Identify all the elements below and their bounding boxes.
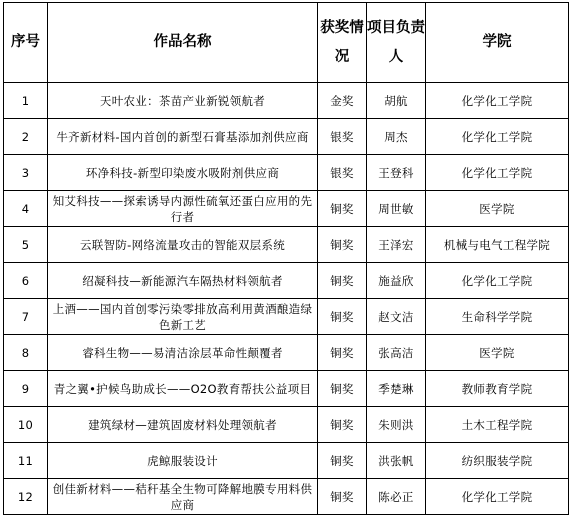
header-index [4,3,48,83]
cell-award: 铜奖 [318,443,367,479]
cell-project-name: 牛齐新材料-国内首创的新型石膏基添加剂供应商 [48,119,318,155]
cell-leader: 王泽宏 [367,227,426,263]
table-row [4,155,569,191]
cell-leader: 朱则洪 [367,407,426,443]
cell-college: 化学化工学院 [426,479,569,515]
cell-college: 教师教育学院 [426,371,569,407]
cell-award: 铜奖 [318,227,367,263]
cell-award: 铜奖 [318,407,367,443]
cell-index: 4 [4,191,48,227]
cell-leader: 王登科 [367,155,426,191]
cell-index: 10 [4,407,48,443]
table-row [4,227,569,263]
cell-leader: 施益欣 [367,263,426,299]
cell-leader: 张高洁 [367,335,426,371]
table-row [4,407,569,443]
cell-index: 3 [4,155,48,191]
cell-award: 铜奖 [318,299,367,335]
table-row [4,83,569,119]
header-name-label: 作品名称 [153,34,212,50]
cell-college: 医学院 [426,191,569,227]
table-row [4,119,569,155]
table-row [4,443,569,479]
cell-college: 化学化工学院 [426,155,569,191]
cell-project-name: 云联智防-网络流量攻击的智能双层系统 [48,227,318,263]
cell-award: 铜奖 [318,263,367,299]
cell-project-name: 睿科生物——易清洁涂层革命性颠覆者 [48,335,318,371]
table-row [4,263,569,299]
cell-award: 铜奖 [318,371,367,407]
cell-college: 纺织服装学院 [426,443,569,479]
cell-college: 医学院 [426,335,569,371]
table-header-row [4,3,569,83]
cell-award: 铜奖 [318,335,367,371]
cell-award: 铜奖 [318,191,367,227]
awards-table [3,2,569,515]
cell-leader: 周世敏 [367,191,426,227]
cell-award: 银奖 [318,155,367,191]
table-row [4,371,569,407]
cell-index: 5 [4,227,48,263]
table-row [4,479,569,515]
cell-leader: 季楚琳 [367,371,426,407]
cell-index: 9 [4,371,48,407]
table-row [4,299,569,335]
cell-project-name: 绍凝科技—新能源汽车隔热材料领航者 [48,263,318,299]
header-award-label: 获奖情况 [320,19,364,65]
cell-project-name: 建筑绿材—建筑固废材料处理领航者 [48,407,318,443]
cell-index: 6 [4,263,48,299]
header-leader-label: 项目负责人 [367,19,425,65]
cell-college: 机械与电气工程学院 [426,227,569,263]
cell-leader: 洪张帆 [367,443,426,479]
table-row [4,191,569,227]
cell-award: 银奖 [318,119,367,155]
cell-project-name: 环净科技-新型印染废水吸附剂供应商 [48,155,318,191]
cell-project-name: 创佳新材料——秸秆基全生物可降解地膜专用料供应商 [48,479,318,515]
cell-college: 化学化工学院 [426,263,569,299]
cell-project-name: 虎鲸服装设计 [48,443,318,479]
cell-index: 12 [4,479,48,515]
cell-leader: 陈必正 [367,479,426,515]
cell-college: 土木工程学院 [426,407,569,443]
cell-leader: 胡航 [367,83,426,119]
cell-award: 金奖 [318,83,367,119]
cell-project-name: 知艾科技——探索诱导内源性硫氧还蛋白应用的先行者 [48,191,318,227]
cell-college: 化学化工学院 [426,83,569,119]
cell-leader: 赵文洁 [367,299,426,335]
cell-index: 8 [4,335,48,371]
table-body [4,83,569,515]
table-row [4,335,569,371]
cell-index: 1 [4,83,48,119]
cell-project-name: 青之翼•护候鸟助成长——O2O教育帮扶公益项目 [48,371,318,407]
cell-project-name: 天叶农业：茶苗产业新锐领航者 [48,83,318,119]
header-college [426,3,569,83]
cell-leader: 周杰 [367,119,426,155]
header-award [318,3,367,83]
cell-index: 11 [4,443,48,479]
cell-index: 7 [4,299,48,335]
cell-award: 铜奖 [318,479,367,515]
cell-college: 生命科学学院 [426,299,569,335]
header-leader [367,3,426,83]
cell-project-name: 上酒——国内首创零污染零排放高利用黄酒酿造绿色新工艺 [48,299,318,335]
header-college-label: 学院 [482,34,512,50]
header-index-label: 序号 [11,34,40,50]
cell-index: 2 [4,119,48,155]
cell-college: 化学化工学院 [426,119,569,155]
header-name [48,3,318,83]
